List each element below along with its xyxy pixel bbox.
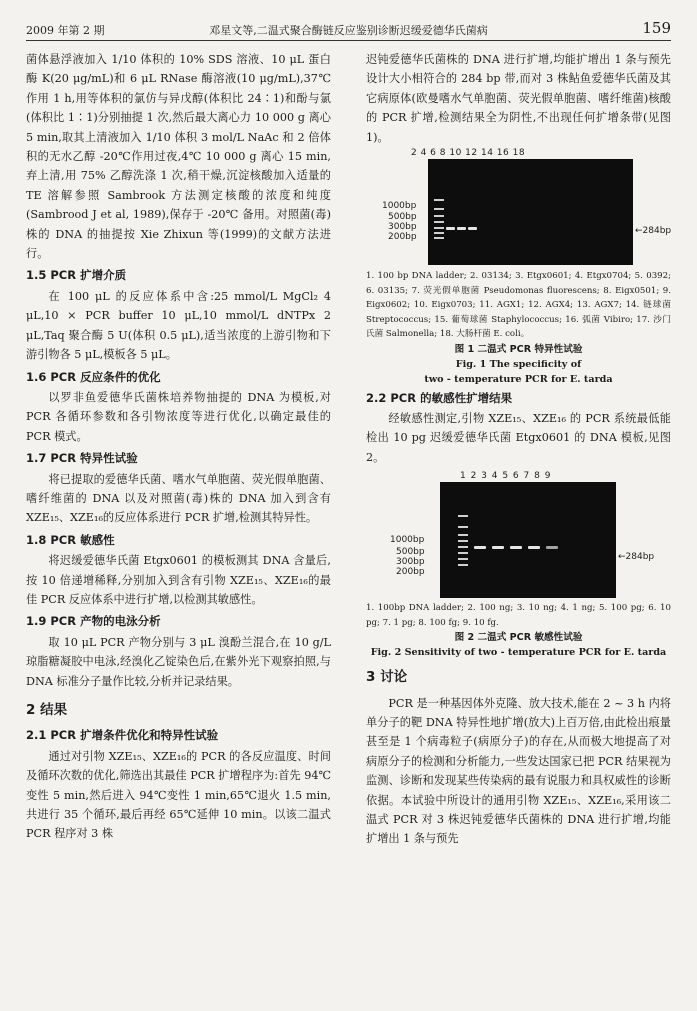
figure-2-title-en: Fig. 2 Sensitivity of two - temperature PCR for E. tarda: [370, 647, 667, 659]
ladder-band: [434, 221, 444, 223]
paragraph: 菌体悬浮液加入 1/10 体积的 10% SDS 溶液、10 μL 蛋白酶 K(20 μg/mL)和 6 μL RNase 酶溶液(10 μg/mL),37℃作用 1 h,用等体积的氯仿与异戊醇(体积比 24∶1)和酚与氯(体积比 1∶1)分别抽提 1 次,然后最大离心力 10 000 g 离心 5 min,取其上清液加入 1/10 体积 3 mol/L NaAc 和 2 倍体积的无水乙醇 -20℃作用过夜,4℃ 10 000 g 离心 15 min,弃上清,用 75% 乙醇洗涤 1 次,稍干燥,沉淀核酸加入适量的 TE 溶解参照 Sambrook 方法测定核酸的浓度和纯度(Sambrood J et al, 1989),保存于 -20℃ 备用。对照菌(毒)株的 DNA 的抽提按 Xie Zhixun 等(1999)的文献方法进行。: [26, 53, 331, 261]
section-heading: 1.9 PCR 产物的电泳分析: [26, 614, 161, 629]
pcr-band: [446, 227, 455, 230]
figure-2-legend: 1. 100bp DNA ladder; 2. 100 ng; 3. 10 ng; 4. 1 ng; 5. 100 pg; 6. 10 pg; 7. 1 pg; 8. 100 fg; 9. 10 fg.: [366, 603, 671, 628]
ladder-band: [458, 546, 468, 548]
pcr-band: [468, 227, 477, 230]
pcr-band: [457, 227, 466, 230]
left-column: [26, 50, 331, 844]
lane-numbers: 2 4 6 8 10 12 14 16 18: [411, 148, 526, 159]
paragraph: 经敏感性测定,引物 XZE₁₅、XZE₁₆ 的 PCR 系统最低能检出 10 pg 迟缓爱德华氏菌 Etgx0601 的 DNA 模板,见图 2。: [366, 411, 671, 464]
page-number: 159: [642, 19, 671, 37]
section-heading: 2.2 PCR 的敏感性扩增结果: [366, 390, 513, 405]
marker-label: 200bp: [388, 232, 417, 243]
paragraph: 以罗非鱼爱德华氏菌株培养物抽提的 DNA 为模板,对 PCR 各循环参数和各引物浓度等进行优化,以确定最佳的 PCR 模式。: [26, 390, 331, 443]
ladder-band: [434, 237, 444, 239]
marker-label: 500bp: [396, 547, 425, 558]
gel-image: [440, 482, 616, 598]
marker-label: 300bp: [396, 557, 425, 568]
pcr-band: [474, 546, 486, 549]
section-heading: 2.1 PCR 扩增条件优化和特异性试验: [26, 728, 219, 743]
paragraph: 将迟缓爱德华氏菌 Etgx0601 的模板测其 DNA 含量后,按 10 倍递增稀释,分别加入到含有引物 XZE₁₅、XZE₁₆的最佳 PCR 反应体系中进行扩增,以检测其敏感性。: [26, 554, 331, 606]
lane-numbers: 1 2 3 4 5 6 7 8 9: [460, 471, 552, 482]
paragraph: 取 10 μL PCR 产物分别与 3 μL 溴酚兰混合,在 10 g/L 琼脂糖凝胶中电泳,经溴化乙锭染色后,在紫外光下观察拍照,与 DNA 标准分子量作比较,分析并记录结果。: [26, 635, 331, 688]
ladder-band: [458, 540, 468, 542]
paragraph: 迟钝爱德华氏菌株的 DNA 进行扩增,均能扩增出 1 条与预先设计大小相符合的 284 bp 带,而对 3 株鲇鱼爱德华氏菌及其它病原体(欧曼嗜水气单胞菌、荧光假单胞菌、嗜纤维菌)核酸的 PCR 扩增,检测结果全为阴性,不出现任何扩增条带(见图 1)。: [366, 53, 671, 144]
running-title: 邓星文等,二温式聚合酶链反应鉴别诊断迟缓爱德华氏菌病: [209, 24, 488, 37]
figure-2-title-cn: 图 2 二温式 PCR 敏感性试验: [454, 632, 583, 644]
ladder-band: [458, 552, 468, 554]
discussion-heading: 3 讨论: [366, 669, 408, 686]
ladder-band: [458, 558, 468, 560]
ladder-band: [434, 199, 444, 201]
section-heading: 1.7 PCR 特异性试验: [26, 451, 138, 466]
ladder-band: [434, 232, 444, 234]
pcr-band: [492, 546, 504, 549]
issue-label: 2009 年第 2 期: [26, 24, 105, 37]
right-column: [366, 50, 671, 849]
ladder-band: [458, 534, 468, 536]
marker-label: 300bp: [388, 222, 417, 233]
results-heading: 2 结果: [26, 702, 68, 718]
ladder-band: [458, 526, 468, 528]
ladder-band: [434, 208, 444, 210]
paragraph: 在 100 μL 的反应体系中含:25 mmol/L MgCl₂ 4 μL,10 × PCR buffer 10 μL,10 mmol/L dNTPx 2 μL,Taq 聚合酶 5 U(体积 0.5 μL),适当浓度的上游引物和下游引物各 5 μL,模板各 5 μL。: [26, 289, 331, 362]
running-header: [26, 19, 671, 41]
section-heading: 1.5 PCR 扩增介质: [26, 268, 127, 283]
marker-label: 200bp: [396, 567, 425, 578]
figure-1-title-en: two - temperature PCR for E. tarda: [424, 373, 613, 385]
figure-1-title-en: Fig. 1 The specificity of: [455, 358, 582, 370]
ladder-band: [434, 215, 444, 217]
figure-1-title-cn: 图 1 二温式 PCR 特异性试验: [454, 343, 583, 355]
marker-label: 1000bp: [382, 201, 417, 212]
band-size-arrow: ←284bp: [635, 226, 672, 237]
gel-image: [428, 159, 633, 265]
marker-label: 1000bp: [390, 535, 425, 546]
paragraph: 通过对引物 XZE₁₅、XZE₁₆的 PCR 的各反应温度、时间及循环次数的优化,筛选出其最佳 PCR 扩增程序为:首先 94℃变性 5 min,然后进入 94℃变性 1 min,65℃退火 1.5 min,共进行 35 个循环,最后再经 65℃延伸 10 min。以该二温式 PCR 程序对 3 株: [26, 749, 331, 841]
pcr-band: [546, 546, 558, 549]
ladder-band: [434, 227, 444, 229]
ladder-band: [458, 515, 468, 517]
figure-1-legend: 1. 100 bp DNA ladder; 2. 03134; 3. Etgx0601; 4. Etgx0704; 5. 0392; 6. 03135; 7. 荧光假单胞菌 Pseudomonas fluorescens; 8. Eigx0501; 9. Eigx0602; 10. Eigx0703; 11. AGX1; 12. AGX4; 13. AGX7; 14. 链球菌 Streptococcus; 15. 葡萄球菌 Staphylococcus; 16. 弧菌 Vibiro; 17. 沙门氏菌 Salmonella; 18. 大肠杆菌 E. coli。: [366, 271, 671, 340]
section-heading: 1.6 PCR 反应条件的优化: [26, 369, 161, 384]
marker-label: 500bp: [388, 212, 417, 223]
paragraph: 将已提取的爱德华氏菌、嗜水气单胞菌、荧光假单胞菌、嗜纤维菌的 DNA 以及对照菌(毒)株的 DNA 加入到含有 XZE₁₅、XZE₁₆的反应体系进行 PCR 扩增,检测其特异性。: [26, 472, 331, 525]
paragraph: PCR 是一种基因体外克隆、放大技术,能在 2 ~ 3 h 内将单分子的靶 DNA 特异性地扩增(放大)上百万倍,由此检出痕量甚至是 1 个病毒粒子(病原分子)的存在,从而极大地提高了对病原分子的检测和分析能力,一些发达国家已把 PCR 结果视为监测、诊断和发现某些传染病的最有说服力和具权威性的诊断依据。本试验中所设计的通用引物 XZE₁₅、XZE₁₆,采用该二温式 PCR 对 3 株迟钝爱德华氏菌株的 DNA 进行扩增,均能扩增出 1 条与预先: [366, 696, 671, 846]
ladder-band: [458, 564, 468, 566]
band-size-arrow: ←284bp: [618, 552, 655, 563]
figure-2-gel: [366, 467, 671, 601]
figure-1-gel: [366, 147, 671, 269]
pcr-band: [528, 546, 540, 549]
section-heading: 1.8 PCR 敏感性: [26, 532, 115, 547]
pcr-band: [510, 546, 522, 549]
